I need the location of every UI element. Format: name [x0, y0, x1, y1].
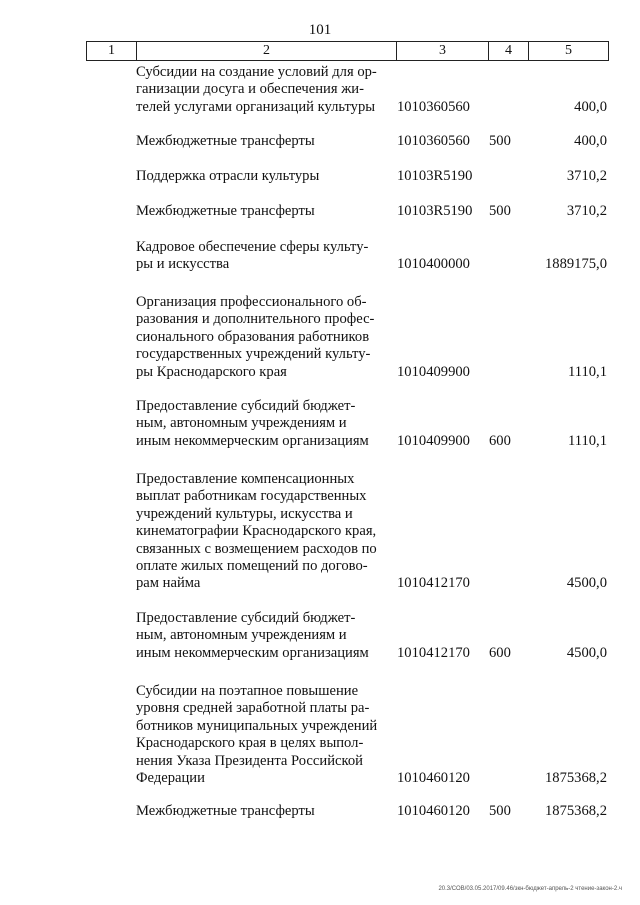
description-line: ры и искусства — [136, 256, 230, 273]
description-line: сионального образования работников — [136, 328, 370, 345]
description-line: государственных учреждений культу- — [136, 346, 371, 363]
description-line: выплат работникам государственных — [136, 488, 367, 505]
row-description — [136, 610, 384, 662]
description-line: иным некоммерческим организациям — [136, 432, 369, 449]
row-description — [136, 471, 384, 593]
description-line: Кадровое обеспечение сферы культу- — [136, 239, 369, 255]
description-line: Межбюджетные трансферты — [136, 203, 315, 219]
row-code: 1010360560 — [397, 98, 470, 115]
row-code: 1010409900 — [397, 432, 470, 449]
row-amount: 1889175,0 — [544, 256, 607, 273]
description-line: телей услугами организаций культуры — [136, 98, 376, 115]
description-line: ботников муниципальных учреждений — [136, 717, 378, 734]
column-header-1: 1 — [87, 42, 137, 61]
row-code: 1010460120 — [397, 770, 470, 786]
row-amount: 1875368,2 — [544, 770, 607, 786]
column-header-5: 5 — [529, 42, 609, 61]
row-description — [136, 803, 384, 820]
row-amount: 1875368,2 — [544, 803, 607, 819]
row-expense-type: 600 — [489, 432, 511, 449]
description-line: разования и дополнительного профес- — [136, 311, 375, 328]
description-line: Предоставление компенсационных — [136, 471, 355, 487]
row-amount: 3710,2 — [566, 168, 607, 184]
description-line: Федерации — [136, 770, 205, 787]
description-line: ганизации досуга и обеспечения жи- — [136, 81, 364, 98]
row-code: 1010412170 — [397, 575, 470, 592]
description-line: рам найма — [136, 575, 201, 592]
description-line: иным некоммерческим организациям — [136, 644, 369, 661]
row-expense-type: 500 — [489, 133, 511, 149]
row-expense-type: 500 — [489, 203, 511, 219]
description-line: кинематографии Краснодарского края, — [136, 523, 377, 540]
row-amount: 4500,0 — [566, 575, 607, 592]
description-line: ным, автономным учреждениям и — [136, 415, 347, 432]
page-number: 101 — [308, 22, 332, 38]
row-expense-type: 600 — [489, 644, 511, 661]
row-amount: 400,0 — [574, 133, 607, 149]
description-line: Организация профессионального об- — [136, 294, 367, 310]
row-expense-type: 500 — [489, 803, 511, 819]
row-description — [136, 203, 384, 220]
column-header-4: 4 — [489, 42, 529, 61]
row-amount: 1110,1 — [567, 363, 607, 380]
description-line: нения Указа Президента Российской — [136, 752, 363, 769]
column-header-2: 2 — [137, 42, 397, 61]
description-line: связанных с возмещением расходов по — [136, 540, 377, 557]
description-line: Предоставление субсидий бюджет- — [136, 610, 356, 626]
column-header-table — [86, 41, 609, 61]
row-code: 10103R5190 — [397, 203, 473, 219]
description-line: ным, автономным учреждениям и — [136, 627, 347, 644]
description-line: Субсидии на поэтапное повышение — [136, 683, 359, 699]
row-code: 1010360560 — [397, 133, 470, 149]
description-line: Краснодарского края в целях выпол- — [136, 735, 364, 752]
row-amount: 4500,0 — [566, 644, 607, 661]
row-amount: 400,0 — [574, 98, 607, 115]
column-header-3: 3 — [397, 42, 489, 61]
column-header-row — [87, 42, 609, 61]
row-amount: 3710,2 — [566, 203, 607, 219]
row-description — [136, 168, 384, 185]
row-description — [136, 64, 384, 116]
description-line: Поддержка отрасли культуры — [136, 168, 320, 184]
row-description — [136, 294, 384, 381]
row-description — [136, 683, 384, 787]
row-code: 1010460120 — [397, 803, 470, 819]
row-code: 1010400000 — [397, 256, 470, 273]
row-code: 1010412170 — [397, 644, 470, 661]
row-description — [136, 133, 384, 150]
description-line: ры Краснодарского края — [136, 363, 287, 380]
description-line: Субсидии на создание условий для ор- — [136, 64, 377, 80]
footer-file-path: 20.3/СОВ/03.05.2017/09.46/зкн-бюджет-апрель-2 чтение-закон-2.ч — [438, 886, 622, 892]
description-line: Межбюджетные трансферты — [136, 133, 315, 149]
row-description — [136, 239, 384, 274]
description-line: Межбюджетные трансферты — [136, 803, 315, 819]
row-code: 10103R5190 — [397, 168, 473, 184]
description-line: оплате жилых помещений по догово- — [136, 558, 368, 575]
row-amount: 1110,1 — [567, 432, 607, 449]
row-description — [136, 398, 384, 450]
description-line: Предоставление субсидий бюджет- — [136, 398, 356, 414]
description-line: учреждений культуры, искусства и — [136, 505, 353, 522]
description-line: уровня средней заработной платы ра- — [136, 700, 370, 717]
row-code: 1010409900 — [397, 363, 470, 380]
